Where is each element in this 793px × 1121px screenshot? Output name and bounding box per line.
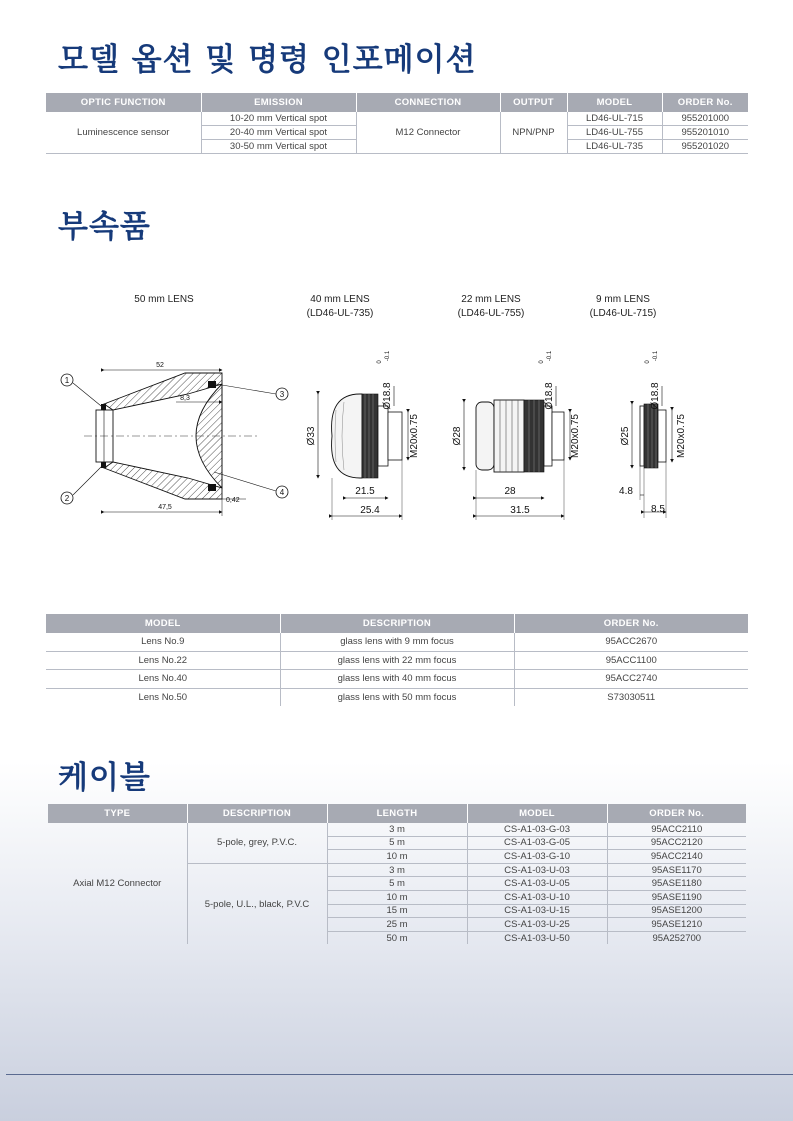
cell-order: 95ACC1100 [514,651,748,670]
cell-order: 95ACC2670 [514,633,748,651]
lens22-drawing [452,350,581,520]
lens-table-header [46,614,748,633]
header-emission: EMISSION [201,93,356,112]
cell-description: glass lens with 40 mm focus [280,670,514,689]
cell-length: 50 m [327,931,467,944]
header-length: LENGTH [327,804,467,823]
svg-text:4: 4 [279,488,285,497]
svg-text:Ø25: Ø25 [620,426,631,446]
lens-table [46,614,748,706]
cell-length: 25 m [327,918,467,932]
cell-output: NPN/PNP [500,112,567,154]
cell-order: 95ACC2740 [514,670,748,689]
svg-text:21.5: 21.5 [355,486,375,497]
lens9-model: (LD46-UL-715) [589,308,657,319]
header-model: MODEL [467,804,607,823]
header-output: OUTPUT [500,93,567,112]
cell-model: CS-A1-03-G-10 [467,850,607,864]
cables-section-title: 케이블 [58,760,151,796]
cell-order: 95ASE1210 [607,918,746,932]
cell-model: CS-A1-03-U-25 [467,918,607,932]
cell-description: 5-pole, U.L., black, P.V.C [187,863,327,944]
cell-emission: 10-20 mm Vertical spot [201,112,356,126]
cell-order: S73030511 [607,691,656,703]
cell-order: 95ASE1190 [607,890,746,904]
cell-model: CS-A1-03-U-05 [467,877,607,891]
lens50-drawing [61,362,288,516]
cell-function: Luminescence sensor [46,112,201,154]
header-description: DESCRIPTION [280,614,514,633]
cell-model: LD46-UL-735 [567,140,662,154]
table-row [48,823,746,836]
header-optic-function: OPTIC FUNCTION [46,93,201,112]
cell-model: LD46-UL-715 [567,112,662,126]
footer-divider [6,1074,793,1075]
cell-order: 955201000 [662,112,748,126]
svg-text:28: 28 [504,486,516,497]
svg-text:Ø18.8: Ø18.8 [544,382,555,410]
svg-text:M20x0.75: M20x0.75 [409,414,420,458]
svg-text:31.5: 31.5 [510,505,530,516]
cell-model: Lens No.40 [46,670,280,689]
lens50-title: 50 mm LENS [134,294,194,305]
header-order: ORDER No. [514,614,748,633]
cell-length: 10 m [327,890,467,904]
lens22-model: (LD46-UL-755) [457,308,525,319]
lens9-drawing [619,350,687,518]
svg-text:Ø18.8: Ø18.8 [650,382,661,410]
header-order: ORDER No. [662,93,748,112]
cell-model: Lens No.50 [46,688,280,706]
cell-model: CS-A1-03-U-10 [467,890,607,904]
svg-text:8.5: 8.5 [651,504,665,515]
cell-length: 5 m [327,877,467,891]
svg-text:-0.1: -0.1 [653,350,659,362]
svg-text:0: 0 [539,360,545,364]
options-table [46,93,748,154]
cell-length: 10 m [327,850,467,864]
svg-text:52: 52 [156,362,164,369]
cell-model: CS-A1-03-U-50 [467,931,607,944]
svg-text:M20x0.75: M20x0.75 [570,414,581,458]
svg-text:Ø33: Ø33 [306,426,317,446]
header-model: MODEL [46,614,280,633]
accessories-section-title: 부속품 [58,209,151,245]
cell-emission: 30-50 mm Vertical spot [201,140,356,154]
header-model: MODEL [567,93,662,112]
cell-order: 95ACC2110 [607,823,746,836]
table-row [46,670,748,689]
lens-drawings [0,340,793,530]
cell-model: CS-A1-03-G-05 [467,836,607,850]
lens40-title: 40 mm LENS [310,294,370,305]
cell-order: 95ASE1170 [607,863,746,877]
svg-text:25.4: 25.4 [360,505,380,516]
cell-order: 955201020 [662,140,748,154]
cable-table [48,804,746,944]
svg-text:4.8: 4.8 [619,486,633,497]
svg-text:0: 0 [377,360,383,364]
cell-order: 95A252700 [652,932,702,944]
svg-text:Ø18.8: Ø18.8 [382,382,393,410]
cell-description: glass lens with 50 mm focus [280,688,514,706]
cell-order: 95ASE1180 [607,877,746,891]
table-row [46,633,748,651]
options-section-title: 모델 옵션 및 명령 인포메이션 [58,42,477,78]
cell-model: Lens No.22 [46,651,280,670]
cell-description: glass lens with 22 mm focus [280,651,514,670]
cell-description: 5-pole, grey, P.V.C. [187,823,327,863]
lens9-title: 9 mm LENS [596,294,650,305]
lens40-drawing [306,350,420,520]
cell-order: 95ACC2120 [607,836,746,850]
cell-type: Axial M12 Connector [48,823,187,944]
svg-text:3: 3 [279,390,285,399]
cell-model: LD46-UL-755 [567,126,662,140]
svg-text:-0.1: -0.1 [547,350,553,362]
header-type: TYPE [48,804,187,823]
svg-text:Ø28: Ø28 [452,426,463,446]
header-connection: CONNECTION [356,93,500,112]
svg-text:1: 1 [64,376,70,385]
lens40-model: (LD46-UL-735) [306,308,374,319]
cell-order: 95ASE1200 [607,904,746,918]
svg-text:47,5: 47,5 [158,504,172,511]
cell-description: glass lens with 9 mm focus [280,633,514,651]
cell-connection: M12 Connector [356,112,500,154]
header-order: ORDER No. [607,804,746,823]
cable-table-header [48,804,746,823]
svg-text:8,3: 8,3 [180,395,190,402]
cell-length: 3 m [327,823,467,836]
cell-model: CS-A1-03-G-03 [467,823,607,836]
cell-emission: 20-40 mm Vertical spot [201,126,356,140]
svg-text:0: 0 [645,360,651,364]
table-row [46,112,748,126]
options-table-header [46,93,748,112]
svg-text:2: 2 [64,494,70,503]
table-row [46,688,748,706]
cell-length: 5 m [327,836,467,850]
svg-text:0,42: 0,42 [226,497,240,504]
cell-model: Lens No.9 [46,633,280,651]
svg-text:M20x0.75: M20x0.75 [676,414,687,458]
table-row [46,651,748,670]
cell-length: 15 m [327,904,467,918]
cell-order: 95ACC2140 [607,850,746,864]
lens22-title: 22 mm LENS [461,294,521,305]
cell-model: CS-A1-03-U-03 [467,863,607,877]
header-description: DESCRIPTION [187,804,327,823]
cell-model: CS-A1-03-U-15 [467,904,607,918]
cell-length: 3 m [327,863,467,877]
svg-text:-0.1: -0.1 [385,350,391,362]
cell-order: 955201010 [662,126,748,140]
